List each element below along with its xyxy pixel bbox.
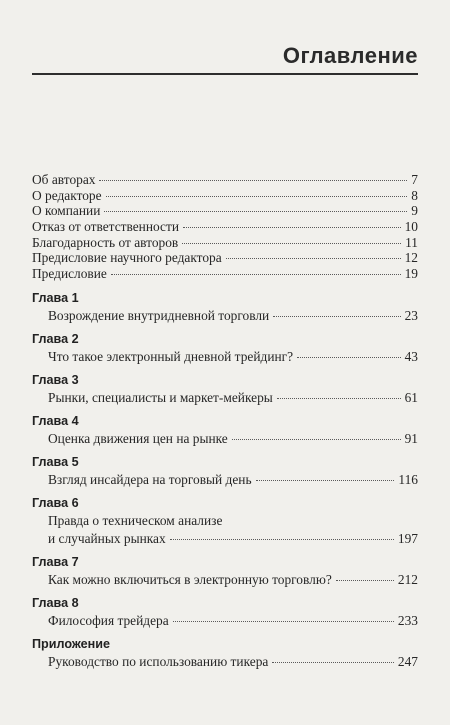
toc-entry-label: Отказ от ответственности	[32, 219, 180, 235]
toc-chapter-2	[32, 332, 418, 366]
toc-entry-preface[interactable]	[32, 266, 418, 282]
toc-entry-page: 43	[404, 348, 418, 364]
toc-entry-chapter-6[interactable]	[32, 530, 418, 548]
toc-chapter-8	[32, 596, 418, 630]
dot-leader	[106, 196, 408, 197]
toc-entry-chapter-3[interactable]	[32, 389, 418, 407]
dot-leader	[297, 357, 401, 358]
page-title: Оглавление	[282, 43, 418, 68]
toc-entry-label: Философия трейдера	[48, 612, 169, 628]
dot-leader	[273, 316, 400, 317]
toc-entry-about-authors[interactable]	[32, 172, 418, 188]
header	[32, 42, 418, 75]
toc-entry-chapter-1[interactable]	[32, 307, 418, 325]
toc-entry-page: 247	[397, 653, 418, 669]
chapter-heading: Глава 7	[32, 554, 79, 569]
chapter-heading: Глава 2	[32, 331, 79, 346]
toc-entry-label: Благодарность от авторов	[32, 234, 179, 250]
dot-leader	[336, 580, 394, 581]
toc-chapter-1	[32, 291, 418, 325]
toc-entry-label: Рынки, специалисты и маркет-мейкеры	[48, 389, 273, 405]
toc-entry-label: Взгляд инсайдера на торговый день	[48, 471, 252, 487]
toc-entry-acknowledgements[interactable]	[32, 235, 418, 251]
toc-entry-label: Руководство по использованию тикера	[48, 653, 269, 669]
toc-entry-label: Оценка движения цен на рынке	[48, 430, 228, 446]
dot-leader	[226, 258, 401, 259]
dot-leader	[99, 180, 407, 181]
chapter-heading: Глава 1	[32, 290, 79, 305]
toc-entry-chapter-8[interactable]	[32, 612, 418, 630]
toc-entry-page: 233	[397, 612, 418, 628]
chapter-heading: Глава 6	[32, 495, 79, 510]
toc-entry-page: 12	[404, 250, 418, 266]
toc-entry-science-editor-preface[interactable]	[32, 250, 418, 266]
table-of-contents	[32, 172, 418, 671]
toc-chapter-3	[32, 373, 418, 407]
toc-entry-chapter-5[interactable]	[32, 471, 418, 489]
toc-entry-label: Об авторах	[32, 172, 96, 187]
toc-entry-page: 212	[397, 571, 418, 587]
dot-leader	[111, 274, 401, 275]
toc-entry-label: и случайных рынках	[48, 530, 166, 546]
toc-entry-page: 116	[398, 471, 418, 487]
toc-entry-chapter-2[interactable]	[32, 348, 418, 366]
toc-entry-page: 8	[411, 187, 418, 203]
toc-entry-appendix[interactable]	[32, 653, 418, 671]
toc-chapter-5	[32, 455, 418, 489]
toc-appendix	[32, 637, 418, 671]
dot-leader	[277, 398, 401, 399]
toc-entry-page: 91	[404, 430, 418, 446]
toc-chapter-4	[32, 414, 418, 448]
toc-entry-label: Возрождение внутридневной торговли	[48, 307, 270, 323]
toc-entry-label: Предисловие	[32, 266, 107, 282]
toc-entry-page: 10	[404, 219, 418, 235]
toc-entry-about-company[interactable]	[32, 203, 418, 219]
toc-entry-disclaimer[interactable]	[32, 219, 418, 235]
toc-entry-page: 11	[405, 234, 418, 250]
toc-entry-label: О редакторе	[32, 187, 102, 203]
toc-entry-label: Что такое электронный дневной трейдинг?	[48, 348, 294, 364]
toc-entry-page: 23	[404, 307, 418, 323]
toc-entry-label: Как можно включиться в электронную торговлю?	[48, 571, 332, 587]
toc-chapter-7	[32, 555, 418, 589]
dot-leader	[256, 480, 395, 481]
toc-entry-label-line1: Правда о техническом анализе	[48, 512, 223, 528]
title-rule	[32, 73, 418, 75]
dot-leader	[182, 243, 401, 244]
toc-chapter-6	[32, 496, 418, 548]
bleed-through-text	[95, 84, 425, 97]
dot-leader	[183, 227, 401, 228]
toc-entry-label: О компании	[32, 203, 101, 219]
dot-leader	[232, 439, 401, 440]
toc-entry-page: 61	[404, 389, 418, 405]
toc-entry-about-editor[interactable]	[32, 188, 418, 204]
dot-leader	[170, 539, 394, 540]
toc-entry-label: Предисловие научного редактора	[32, 250, 222, 266]
chapter-heading: Приложение	[32, 636, 110, 651]
dot-leader	[104, 211, 407, 212]
toc-entry-page: 9	[411, 203, 418, 219]
chapter-heading: Глава 8	[32, 595, 79, 610]
toc-entry-page: 197	[397, 530, 418, 546]
chapter-heading: Глава 4	[32, 413, 79, 428]
toc-entry-chapter-4[interactable]	[32, 430, 418, 448]
toc-entry-chapter-7[interactable]	[32, 571, 418, 589]
chapter-heading: Глава 3	[32, 372, 79, 387]
toc-entry-page: 7	[411, 172, 418, 187]
toc-entry-page: 19	[404, 266, 418, 282]
dot-leader	[272, 662, 394, 663]
dot-leader	[173, 621, 394, 622]
chapter-heading: Глава 5	[32, 454, 79, 469]
